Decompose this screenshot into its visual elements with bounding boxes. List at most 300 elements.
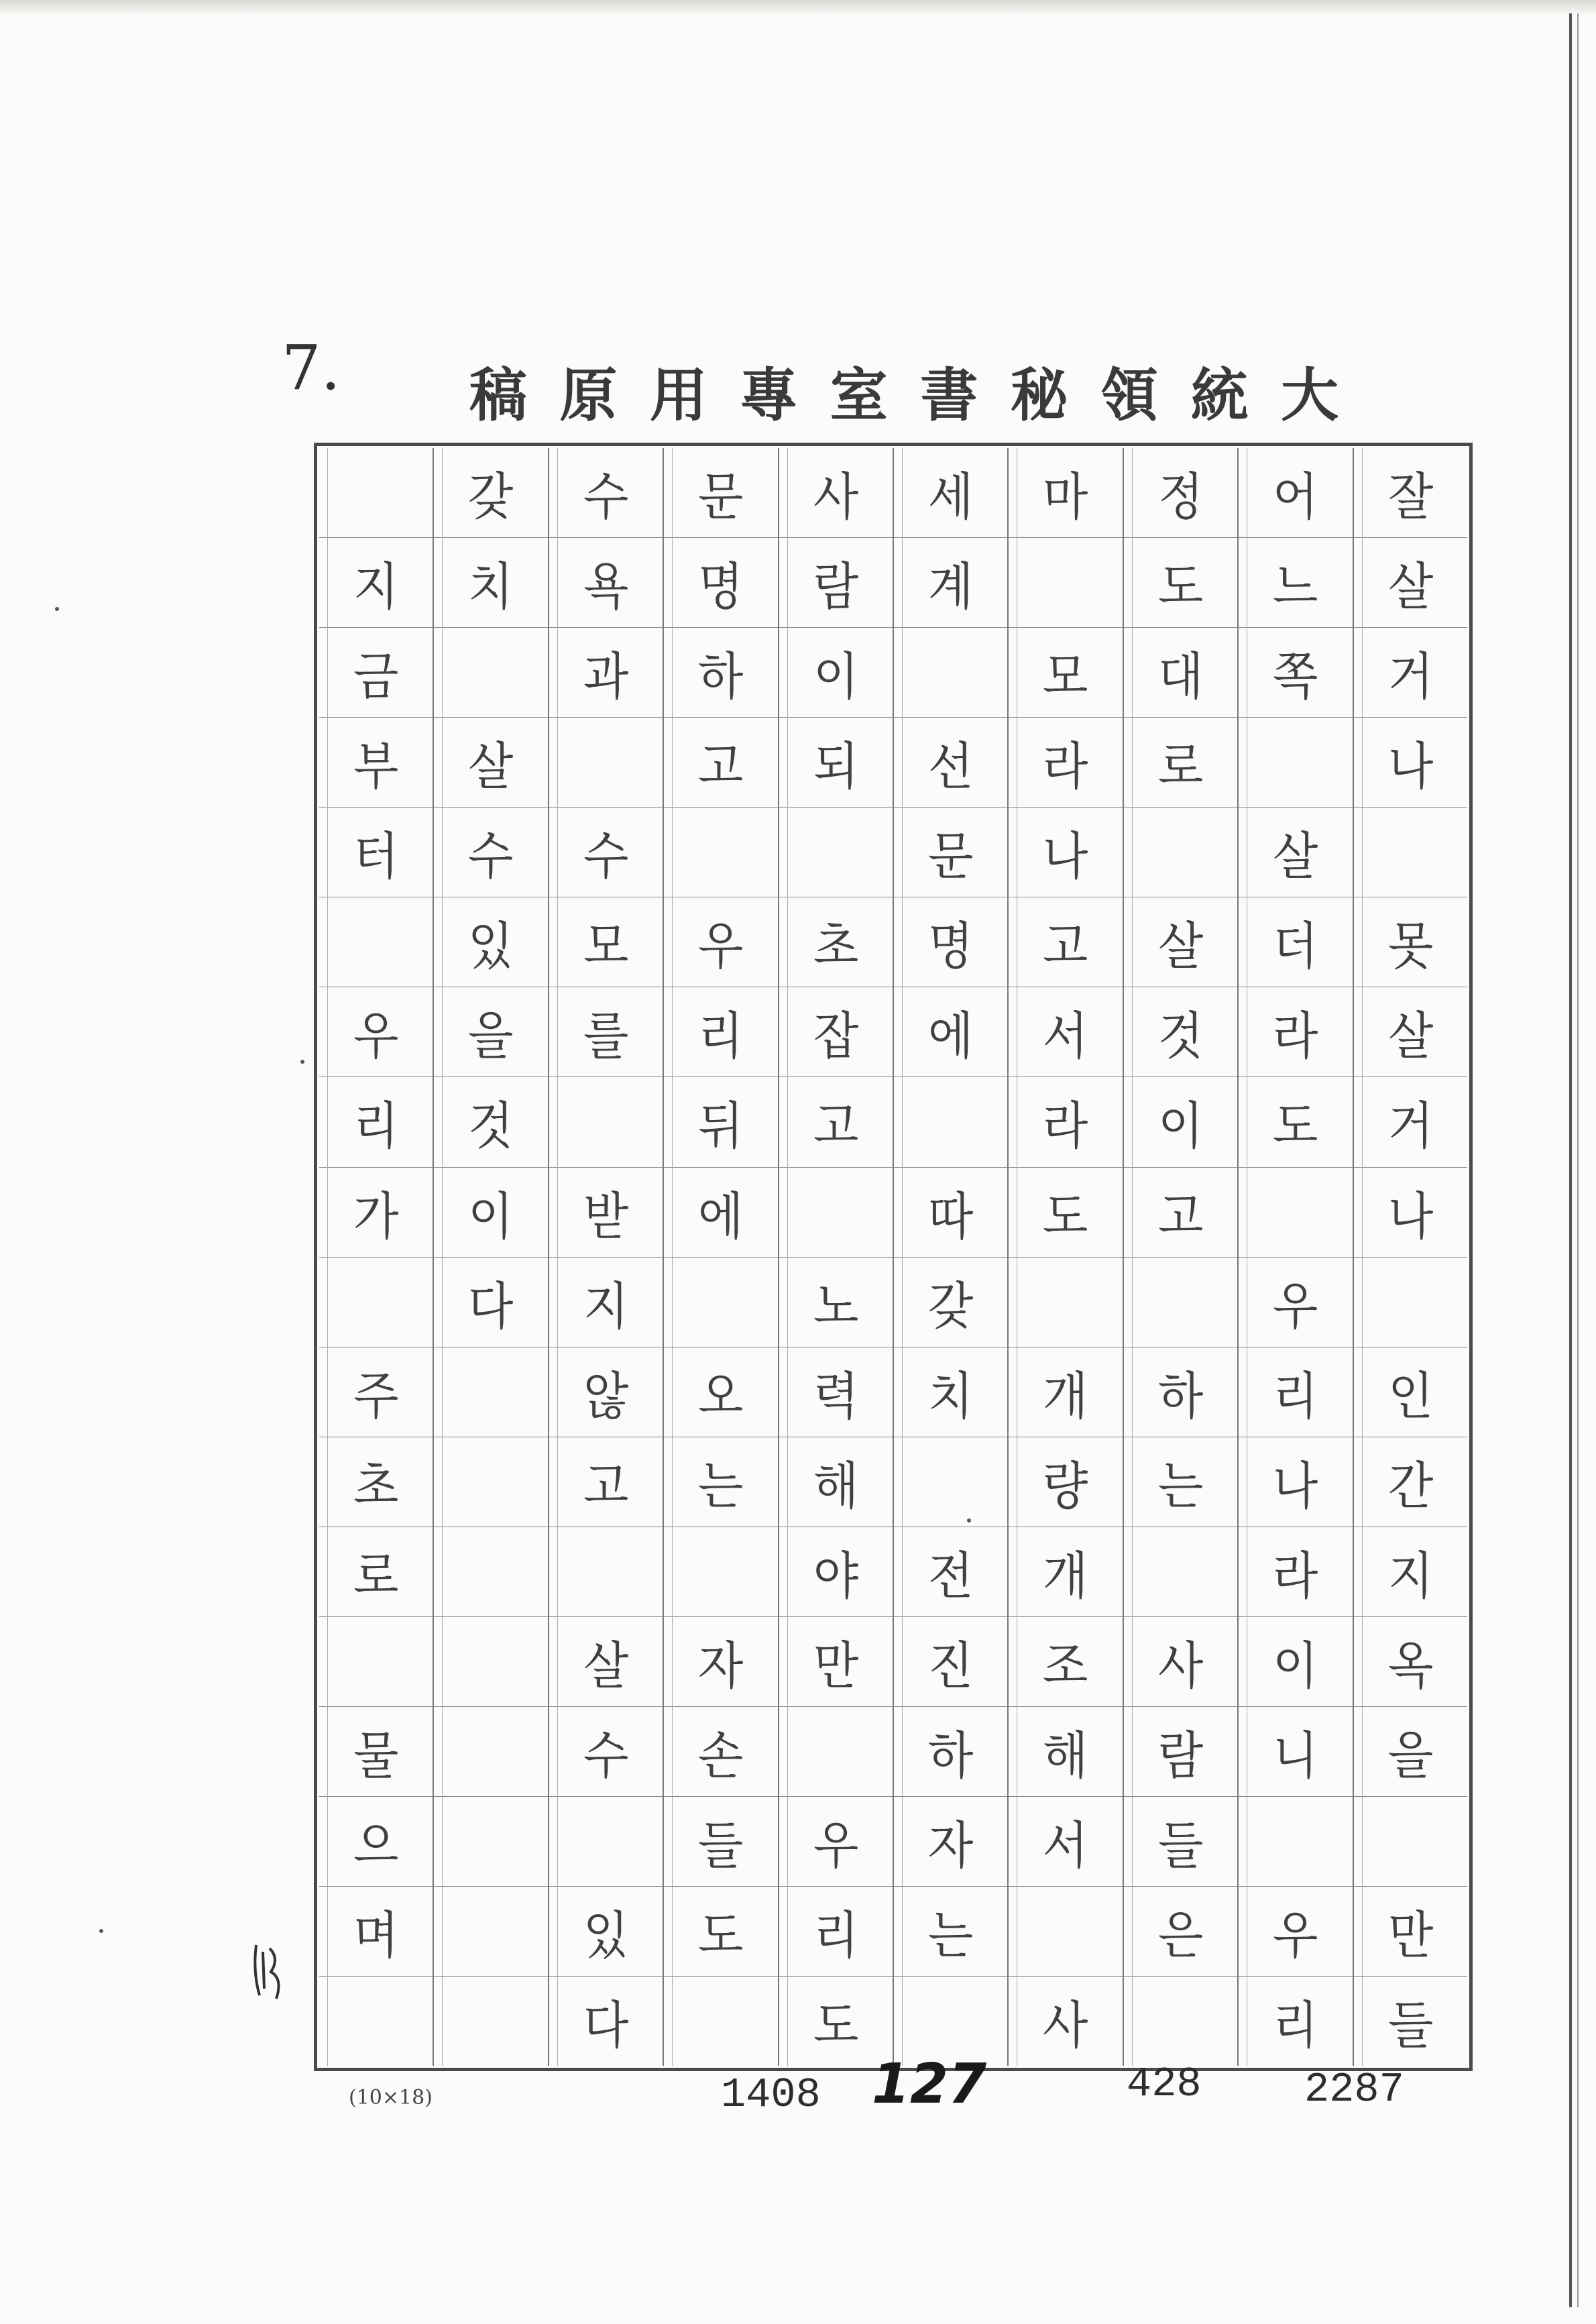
grid-size-label: (10×18) <box>349 2086 433 2109</box>
grid-cell <box>1239 897 1352 987</box>
cell-char: 해 <box>813 1455 859 1516</box>
page-right-edge-inner <box>1577 13 1579 2307</box>
cell-char: 명 <box>927 916 974 977</box>
cell-char: 되 <box>813 736 859 797</box>
cell-char: 물 <box>353 1725 399 1785</box>
grid-cell <box>1124 1977 1237 2066</box>
cell-char: 는 <box>698 1455 744 1516</box>
grid-cell <box>1354 1077 1467 1167</box>
grid-cell <box>1354 538 1467 628</box>
cell-char: 우 <box>698 916 744 977</box>
cell-char: 이 <box>813 647 859 707</box>
cell-char: 세 <box>927 467 974 527</box>
cell-char: 초 <box>813 916 859 977</box>
cell-char: 정 <box>1157 467 1204 527</box>
grid-cell <box>664 1617 777 1707</box>
header-char: 大 <box>1280 362 1341 429</box>
cell-char: 어 <box>1273 467 1318 527</box>
grid-cell <box>664 628 777 718</box>
cell-char: 주 <box>353 1366 399 1426</box>
cell-char: 에 <box>698 1186 744 1246</box>
grid-cell <box>664 718 777 808</box>
grid-cell <box>1239 1617 1352 1707</box>
cell-char: 하 <box>927 1725 974 1785</box>
cell-char: 리 <box>1273 1995 1318 2056</box>
cell-char: 리 <box>813 1905 859 1966</box>
grid-cell <box>1009 1527 1122 1617</box>
cell-char: 나 <box>1273 1455 1318 1516</box>
grid-cell <box>319 1168 433 1258</box>
grid-cell <box>319 987 433 1077</box>
cell-char: 우 <box>1273 1905 1318 1966</box>
grid-cell <box>894 538 1007 628</box>
grid-cell <box>894 897 1007 987</box>
grid-column <box>1353 448 1467 2066</box>
cell-char: 조 <box>1043 1635 1088 1696</box>
cell-char: 자 <box>927 1815 974 1875</box>
grid-cell <box>894 1437 1007 1527</box>
grid-cell <box>1239 448 1352 538</box>
cell-char: 고 <box>1157 1186 1204 1246</box>
grid-cell <box>779 987 893 1077</box>
grid-cell <box>434 1077 547 1167</box>
manuscript-header <box>469 349 1341 432</box>
cell-char: 로 <box>1157 736 1204 797</box>
grid-column <box>1237 448 1352 2066</box>
grid-cell <box>894 1168 1007 1258</box>
grid-cell <box>1124 1617 1237 1707</box>
grid-cell <box>894 1797 1007 1887</box>
grid-cell <box>434 1707 547 1797</box>
grid-cell <box>1354 897 1467 987</box>
scan-speck <box>99 1929 103 1933</box>
cell-char: 부 <box>353 736 399 797</box>
header-char: 統 <box>1190 362 1251 429</box>
grid-cell <box>894 718 1007 808</box>
cell-char: 수 <box>583 1725 629 1785</box>
scan-speck <box>967 1518 971 1523</box>
grid-cell <box>319 1887 433 1977</box>
cell-char: 하 <box>1157 1366 1204 1426</box>
cell-char: 살 <box>1387 557 1434 617</box>
grid-cell <box>894 1887 1007 1977</box>
cell-char: 들 <box>698 1815 744 1875</box>
grid-cell <box>779 628 893 718</box>
cell-char: 으 <box>353 1815 399 1875</box>
grid-cell <box>1124 1707 1237 1797</box>
grid-cell <box>1354 987 1467 1077</box>
grid-column <box>893 448 1007 2066</box>
grid-cell <box>779 1707 893 1797</box>
cell-char: 옥 <box>1387 1635 1434 1696</box>
cell-char: 선 <box>927 736 974 797</box>
grid-cell <box>1009 1347 1122 1437</box>
grid-cell <box>319 808 433 897</box>
grid-cell <box>779 538 893 628</box>
handwritten-folio-number: 127 <box>872 2052 987 2116</box>
grid-cell <box>1009 1887 1122 1977</box>
grid-cell <box>894 1077 1007 1167</box>
cell-char: 대 <box>1157 647 1204 707</box>
cell-char: 수 <box>583 826 629 887</box>
grid-cell <box>319 538 433 628</box>
grid-column <box>548 448 663 2066</box>
cell-char: 진 <box>927 1635 974 1696</box>
grid-cell <box>549 1437 663 1527</box>
grid-cell <box>894 1617 1007 1707</box>
cell-char: 도 <box>813 1995 859 2056</box>
cell-char: 를 <box>583 1006 629 1066</box>
cell-char: 에 <box>927 1006 974 1066</box>
grid-cell <box>549 897 663 987</box>
cell-char: 들 <box>1387 1995 1434 2056</box>
cell-char: 수 <box>583 467 629 527</box>
cell-char: 손 <box>698 1725 744 1785</box>
grid-cell <box>1354 1617 1467 1707</box>
cell-char: 을 <box>1387 1725 1434 1785</box>
grid-cell <box>1354 1347 1467 1437</box>
grid-cell <box>894 1527 1007 1617</box>
grid-cell <box>549 1077 663 1167</box>
grid-cell <box>434 1168 547 1258</box>
grid-cell <box>319 1258 433 1347</box>
cell-char: 나 <box>1043 826 1088 887</box>
grid-cell <box>664 808 777 897</box>
grid-cell <box>1354 628 1467 718</box>
grid-cell <box>664 1168 777 1258</box>
cell-char: 해 <box>1043 1725 1088 1785</box>
page-number-mark: 7. <box>282 332 341 404</box>
grid-cell <box>1239 1977 1352 2066</box>
cell-char: 리 <box>353 1096 399 1156</box>
cell-char: 수 <box>468 826 514 887</box>
grid-cell <box>549 1347 663 1437</box>
grid-cell <box>549 538 663 628</box>
grid-cell <box>1354 1258 1467 1347</box>
cell-char: 터 <box>353 826 399 887</box>
grid-cell <box>434 1437 547 1527</box>
cell-char: 람 <box>1157 1725 1204 1785</box>
grid-cell <box>549 1887 663 1977</box>
cell-char: 지 <box>353 557 399 617</box>
cell-char: 다 <box>583 1995 629 2056</box>
cell-char: 도 <box>698 1905 744 1966</box>
cell-char: 라 <box>1273 1006 1318 1066</box>
cell-char: 리 <box>1273 1366 1318 1426</box>
grid-cell <box>1239 808 1352 897</box>
grid-cell <box>1009 1168 1122 1258</box>
cell-char: 문 <box>927 826 974 887</box>
grid-cell <box>549 628 663 718</box>
grid-cell <box>779 1258 893 1347</box>
cell-char: 고 <box>583 1455 629 1516</box>
grid-cell <box>1009 718 1122 808</box>
grid-cell <box>664 897 777 987</box>
cell-char: 다 <box>468 1276 514 1336</box>
scan-speck <box>300 1060 304 1064</box>
grid-cell <box>779 1797 893 1887</box>
grid-column <box>319 448 433 2066</box>
cell-char: 살 <box>1157 916 1204 977</box>
cell-char: 갖 <box>468 467 514 527</box>
grid-cell <box>1124 1437 1237 1527</box>
grid-cell <box>1124 1527 1237 1617</box>
grid-cell <box>1354 1977 1467 2066</box>
cell-char: 살 <box>583 1635 629 1696</box>
cell-char: 며 <box>353 1905 399 1966</box>
cell-char: 력 <box>813 1366 859 1426</box>
grid-cell <box>894 1347 1007 1437</box>
grid-cell <box>894 1258 1007 1347</box>
grid-cell <box>434 1617 547 1707</box>
grid-cell <box>1239 1077 1352 1167</box>
grid-cell <box>1124 718 1237 808</box>
cell-char: 모 <box>1043 647 1088 707</box>
grid-cell <box>894 1707 1007 1797</box>
grid-cell <box>549 1797 663 1887</box>
grid-cell <box>434 1347 547 1437</box>
cell-char: 는 <box>927 1905 974 1966</box>
grid-cell <box>1124 987 1237 1077</box>
grid-cell <box>434 1527 547 1617</box>
grid-cell <box>779 718 893 808</box>
cell-char: 간 <box>1387 1455 1434 1516</box>
cell-char: 가 <box>353 1186 399 1246</box>
cell-char: 나 <box>1387 736 1434 797</box>
grid-cell <box>1124 448 1237 538</box>
cell-char: 받 <box>583 1186 629 1246</box>
cell-char: 더 <box>1273 916 1318 977</box>
grid-cell <box>894 448 1007 538</box>
grid-cell <box>549 1527 663 1617</box>
grid-cell <box>1009 1258 1122 1347</box>
grid-cell <box>1354 808 1467 897</box>
grid-cell <box>549 718 663 808</box>
cell-char: 지 <box>1387 1545 1434 1606</box>
cell-char: 개 <box>1043 1545 1088 1606</box>
cell-char: 것 <box>1157 1006 1204 1066</box>
grid-cell <box>664 1977 777 2066</box>
page-right-edge <box>1569 13 1572 2307</box>
grid-cell <box>1124 897 1237 987</box>
cell-char: 쪽 <box>1273 647 1318 707</box>
cell-char: 뒤 <box>698 1096 744 1156</box>
cell-char: 지 <box>583 1276 629 1336</box>
grid-cell <box>1009 448 1122 538</box>
grid-cell <box>1124 808 1237 897</box>
cell-char: 잡 <box>813 1006 859 1066</box>
grid-cell <box>779 1077 893 1167</box>
grid-cell <box>894 628 1007 718</box>
cell-char: 로 <box>353 1545 399 1606</box>
cell-char: 고 <box>813 1096 859 1156</box>
cell-char: 있 <box>468 916 514 977</box>
grid-column <box>433 448 547 2066</box>
grid-cell <box>1124 1168 1237 1258</box>
grid-cell <box>894 808 1007 897</box>
cell-char: 자 <box>698 1635 744 1696</box>
cell-char: 는 <box>1157 1455 1204 1516</box>
grid-cell <box>779 897 893 987</box>
cell-char: 살 <box>1387 1006 1434 1066</box>
grid-cell <box>1239 1707 1352 1797</box>
cell-char: 도 <box>1157 557 1204 617</box>
grid-cell <box>1124 628 1237 718</box>
cell-char: 니 <box>1273 1725 1318 1785</box>
cell-char: 들 <box>1157 1815 1204 1875</box>
grid-cell <box>434 718 547 808</box>
cell-char: 따 <box>927 1186 974 1246</box>
grid-cell <box>319 1797 433 1887</box>
grid-cell <box>664 1707 777 1797</box>
grid-cell <box>434 1977 547 2066</box>
grid-cell <box>894 987 1007 1077</box>
manuscript-grid <box>319 448 1467 2066</box>
grid-cell <box>779 1527 893 1617</box>
scan-speck <box>55 607 59 611</box>
grid-cell <box>779 1437 893 1527</box>
grid-cell <box>434 1258 547 1347</box>
cell-char: 고 <box>698 736 744 797</box>
grid-cell <box>1239 718 1352 808</box>
grid-cell <box>779 1168 893 1258</box>
cell-char: 있 <box>583 1905 629 1966</box>
grid-cell <box>1124 1258 1237 1347</box>
grid-cell <box>549 808 663 897</box>
header-char: 專 <box>740 362 801 429</box>
grid-cell <box>1124 1887 1237 1977</box>
cell-char: 사 <box>1043 1995 1088 2056</box>
cell-char: 계 <box>927 557 974 617</box>
cell-char: 느 <box>1273 557 1318 617</box>
folio-number: 1408 <box>721 2071 821 2119</box>
grid-cell <box>319 1977 433 2066</box>
cell-char: 서 <box>1043 1006 1088 1066</box>
grid-cell <box>1354 1707 1467 1797</box>
header-char: 用 <box>649 362 710 429</box>
cell-char: 인 <box>1387 1366 1434 1426</box>
cell-char: 우 <box>813 1815 859 1875</box>
cell-char: 도 <box>1273 1096 1318 1156</box>
grid-cell <box>1009 808 1122 897</box>
cell-char: 은 <box>1157 1905 1204 1966</box>
cell-char: 못 <box>1387 916 1434 977</box>
cell-char: 서 <box>1043 1815 1088 1875</box>
grid-column <box>778 448 893 2066</box>
cell-char: 치 <box>468 557 514 617</box>
cell-char: 살 <box>1273 826 1318 887</box>
grid-cell <box>1239 1347 1352 1437</box>
cell-char: 명 <box>698 557 744 617</box>
cell-char: 거 <box>1387 1096 1434 1156</box>
grid-cell <box>664 1437 777 1527</box>
cell-char: 사 <box>1157 1635 1204 1696</box>
grid-cell <box>1239 1258 1352 1347</box>
cell-char: 이 <box>1273 1635 1318 1696</box>
grid-cell <box>779 808 893 897</box>
grid-cell <box>1009 987 1122 1077</box>
grid-cell <box>664 1527 777 1617</box>
grid-cell <box>1009 1797 1122 1887</box>
cell-char: 금 <box>353 647 399 707</box>
grid-cell <box>1354 1887 1467 1977</box>
grid-cell <box>664 1347 777 1437</box>
grid-cell <box>1354 1797 1467 1887</box>
grid-cell <box>549 1617 663 1707</box>
cell-char: 사 <box>813 467 859 527</box>
folio-number: 2287 <box>1304 2066 1404 2113</box>
cell-char: 고 <box>1043 916 1088 977</box>
grid-column <box>663 448 777 2066</box>
grid-cell <box>434 1887 547 1977</box>
grid-column <box>1123 448 1237 2066</box>
grid-cell <box>664 538 777 628</box>
cell-char: 만 <box>1387 1905 1434 1966</box>
grid-cell <box>1239 987 1352 1077</box>
grid-cell <box>664 1887 777 1977</box>
grid-cell <box>434 538 547 628</box>
grid-cell <box>319 628 433 718</box>
grid-cell <box>434 1797 547 1887</box>
header-char: 原 <box>559 362 620 429</box>
cell-char: 만 <box>813 1635 859 1696</box>
grid-cell <box>549 448 663 538</box>
cell-char: 마 <box>1043 467 1088 527</box>
grid-cell <box>434 628 547 718</box>
header-char: 領 <box>1100 362 1161 429</box>
grid-cell <box>1239 1797 1352 1887</box>
grid-cell <box>1239 1437 1352 1527</box>
grid-cell <box>1354 1168 1467 1258</box>
cell-char: 욕 <box>583 557 629 617</box>
cell-char: 개 <box>1043 1366 1088 1426</box>
header-char: 稿 <box>469 362 530 429</box>
grid-cell <box>1009 1437 1122 1527</box>
cell-char: 야 <box>813 1545 859 1606</box>
cell-char: 치 <box>927 1366 974 1426</box>
cell-char: 도 <box>1043 1186 1088 1246</box>
cell-char: 하 <box>698 647 744 707</box>
grid-cell <box>664 987 777 1077</box>
cell-char: 살 <box>468 736 514 797</box>
cell-char: 것 <box>468 1096 514 1156</box>
header-char: 秘 <box>1010 362 1071 429</box>
grid-cell <box>1239 628 1352 718</box>
grid-cell <box>434 448 547 538</box>
grid-cell <box>1124 1347 1237 1437</box>
cell-char: 량 <box>1043 1455 1088 1516</box>
grid-cell <box>1239 538 1352 628</box>
cell-char: 문 <box>698 467 744 527</box>
grid-cell <box>1009 897 1122 987</box>
folio-number: 428 <box>1127 2060 1202 2108</box>
grid-cell <box>434 808 547 897</box>
cell-char: 라 <box>1273 1545 1318 1606</box>
grid-cell <box>549 987 663 1077</box>
grid-cell <box>549 1168 663 1258</box>
margin-scrawl-mark <box>249 1932 296 2005</box>
cell-char: 이 <box>468 1186 514 1246</box>
grid-cell <box>779 448 893 538</box>
grid-cell <box>1124 1077 1237 1167</box>
grid-cell <box>1009 1707 1122 1797</box>
grid-cell <box>1009 1617 1122 1707</box>
cell-char: 거 <box>1387 647 1434 707</box>
cell-char: 초 <box>353 1455 399 1516</box>
grid-cell <box>319 1707 433 1797</box>
cell-char: 우 <box>353 1006 399 1066</box>
grid-cell <box>549 1258 663 1347</box>
